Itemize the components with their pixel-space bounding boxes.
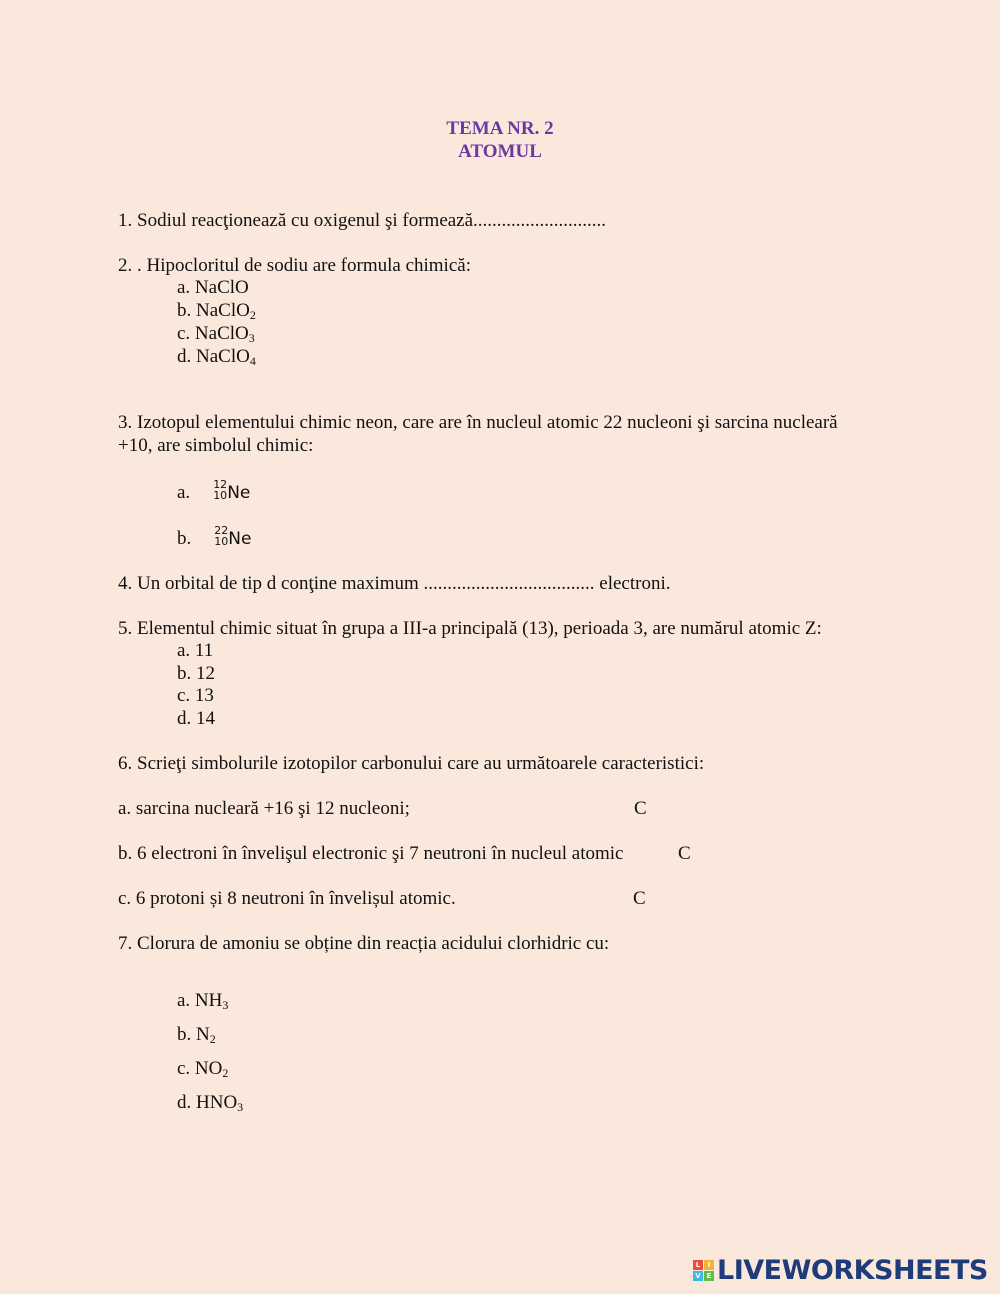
question-4: 4. Un orbital de tip d conţine maximum .................................... electroni. [118,573,671,594]
logo-text: LIVEWORKSHEETS [717,1254,988,1286]
question-3-line-2: +10, are simbolul chimic: [118,435,314,456]
question-2-option-a[interactable]: a. NaClO [177,277,249,298]
question-3-option-b[interactable]: b. 22 10 Ne [177,524,252,549]
isotope-notation: 12 10 [213,478,228,502]
question-7: 7. Clorura de amoniu se obține din reacția acidului clorhidric cu: [118,933,610,954]
question-2-option-b[interactable]: b. NaClO$_2$ [177,300,256,322]
question-6-item-a: a. sarcina nucleară +16 şi 12 nucleoni; [118,798,410,819]
logo-tile: L [693,1260,703,1270]
question-6-item-a-answer[interactable]: C [634,798,647,819]
question-2: 2. . Hipocloritul de sodiu are formula chimică: [118,255,471,276]
question-6-item-b-answer[interactable]: C [678,843,691,864]
question-2-option-d[interactable]: d. NaClO$_4$ [177,346,256,368]
question-6-item-c-answer[interactable]: C [633,888,646,909]
logo-tile: V [693,1271,703,1281]
question-5: 5. Elementul chimic situat în grupa a III-a principală (13), perioada 3, are numărul atomic Z: [118,618,822,639]
question-5-option-d[interactable]: d. 14 [177,708,215,729]
question-1: 1. Sodiul reacţionează cu oxigenul şi formează............................ [118,210,607,231]
question-7-option-a[interactable]: a. $NH_3$ [177,990,229,1012]
liveworksheets-logo [693,1253,988,1287]
isotope-notation: 22 10 [214,524,229,548]
question-5-option-c[interactable]: c. 13 [177,685,214,706]
question-3-line-1: 3. Izotopul elementului chimic neon, care are în nucleul atomic 22 nucleoni şi sarcina nucleară [118,412,838,433]
question-6: 6. Scrieţi simbolurile izotopilor carbonului care au următoarele caracteristici: [118,753,705,774]
question-6-item-c: c. 6 protoni și 8 neutroni în învelișul atomic. [118,888,456,909]
page-title: TEMA NR. 2 [446,118,554,139]
question-7-option-d[interactable]: d. $HNO_3$ [177,1092,244,1114]
question-5-option-a[interactable]: a. 11 [177,640,214,661]
logo-tile: I [704,1260,714,1270]
question-7-option-b[interactable]: b. $N_2$ [177,1024,216,1046]
logo-tile: E [704,1271,714,1281]
logo-grid-icon [693,1260,714,1281]
question-3-option-a[interactable]: a. 12 10 Ne [177,478,251,503]
question-2-option-c[interactable]: c. NaClO$_3$ [177,323,255,345]
page-subtitle: ATOMUL [458,141,542,162]
question-7-option-c[interactable]: c. $NO_2$ [177,1058,229,1080]
question-6-item-b: b. 6 electroni în învelişul electronic şi 7 neutroni în nucleul atomic [118,843,624,864]
question-5-option-b[interactable]: b. 12 [177,663,215,684]
